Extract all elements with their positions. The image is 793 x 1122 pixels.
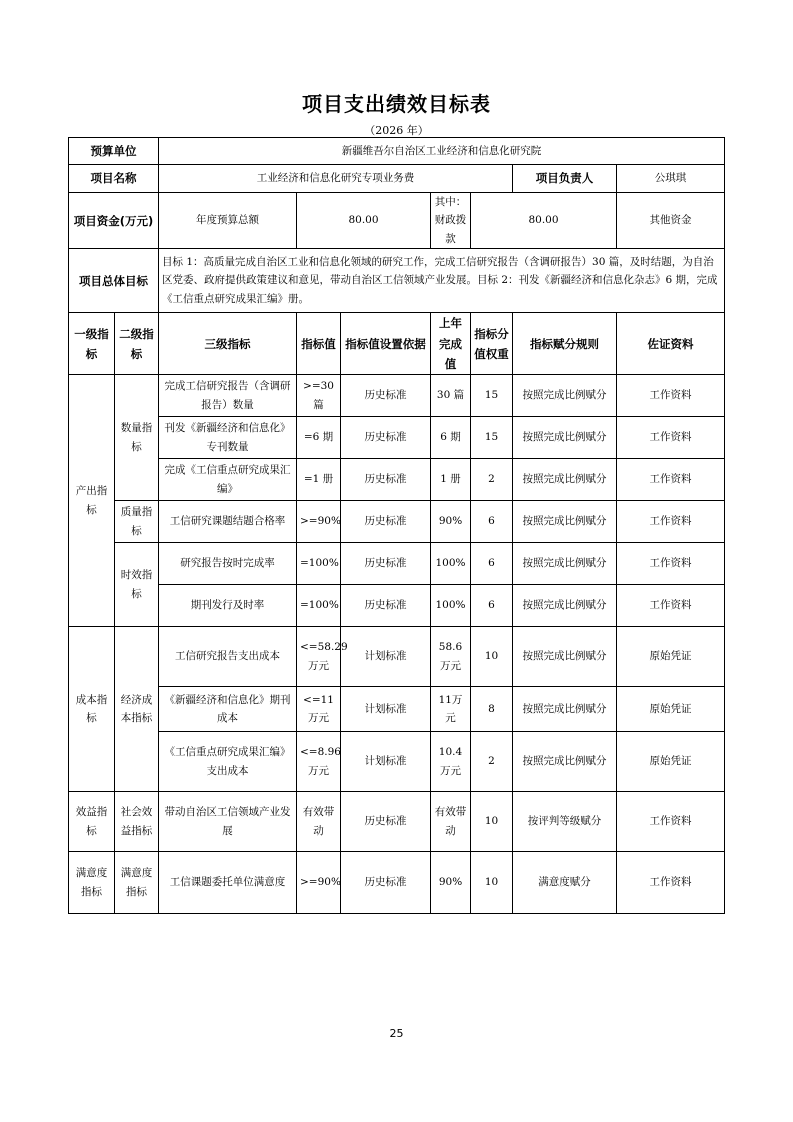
table-row: [69, 417, 725, 459]
indicator-value: >=30篇: [297, 375, 341, 417]
indicator: 期刊发行及时率: [159, 585, 297, 627]
rule: 按照完成比例赋分: [513, 459, 617, 501]
evidence: 工作资料: [617, 501, 725, 543]
budget-unit-label: 预算单位: [69, 138, 159, 165]
table-row: [69, 852, 725, 914]
table-row: [69, 543, 725, 585]
indicator: 完成工信研究报告（含调研报告）数量: [159, 375, 297, 417]
basis: 历史标准: [341, 543, 431, 585]
weight: 15: [471, 417, 513, 459]
level2-economic-cost: 经济成本指标: [115, 627, 159, 792]
rule: 按照完成比例赋分: [513, 375, 617, 417]
rule: 按照完成比例赋分: [513, 543, 617, 585]
last-year: 58.6万元: [431, 627, 471, 687]
rule: 满意度赋分: [513, 852, 617, 914]
col-header: 指标分值权重: [471, 313, 513, 375]
level1-benefit: 效益指标: [69, 792, 115, 852]
project-name-value: 工业经济和信息化研究专项业务费: [159, 165, 513, 193]
weight: 10: [471, 792, 513, 852]
level2-satisfaction: 满意度指标: [115, 852, 159, 914]
level2-quantity: 数量指标: [115, 375, 159, 501]
last-year: 30 篇: [431, 375, 471, 417]
rule: 按照完成比例赋分: [513, 687, 617, 732]
indicator-value: <=8.96万元: [297, 732, 341, 792]
level2-timeliness: 时效指标: [115, 543, 159, 627]
table-row: [69, 375, 725, 417]
evidence: 原始凭证: [617, 687, 725, 732]
indicator-value: >=90%: [297, 852, 341, 914]
overall-goal-label: 项目总体目标: [69, 249, 159, 313]
basis: 历史标准: [341, 417, 431, 459]
table-row: [69, 501, 725, 543]
evidence: 工作资料: [617, 543, 725, 585]
project-lead-value: 公琪琪: [617, 165, 725, 193]
col-header: 一级指标: [69, 313, 115, 375]
indicator-value: =100%: [297, 543, 341, 585]
last-year: 10.4万元: [431, 732, 471, 792]
last-year: 100%: [431, 543, 471, 585]
indicator-value: <=58.29万元: [297, 627, 341, 687]
table-row: [69, 732, 725, 792]
basis: 历史标准: [341, 852, 431, 914]
indicator-value: >=90%: [297, 501, 341, 543]
basis: 历史标准: [341, 501, 431, 543]
rule: 按照完成比例赋分: [513, 627, 617, 687]
overall-goal-text: 目标 1：高质量完成自治区工业和信息化领域的研究工作，完成工信研究报告（含调研报告）30 篇，及时结题，为自治区党委、政府提供政策建议和意见，带动自治区工信领域产业发展。目标 2：刊发《新疆经济和信息化杂志》6 期，完成《工信重点研究成果汇编》册。: [159, 249, 725, 313]
basis: 历史标准: [341, 792, 431, 852]
level2-social-benefit: 社会效益指标: [115, 792, 159, 852]
basis: 历史标准: [341, 459, 431, 501]
year-label: （2026 年）: [364, 124, 429, 137]
weight: 10: [471, 627, 513, 687]
indicator-value: =6 期: [297, 417, 341, 459]
evidence: 工作资料: [617, 459, 725, 501]
weight: 2: [471, 459, 513, 501]
weight: 15: [471, 375, 513, 417]
indicator: 《工信重点研究成果汇编》支出成本: [159, 732, 297, 792]
evidence: 工作资料: [617, 375, 725, 417]
indicator: 工信研究课题结题合格率: [159, 501, 297, 543]
weight: 2: [471, 732, 513, 792]
fiscal-label: 其中：财政拨款: [431, 193, 471, 249]
table-row: [69, 459, 725, 501]
level2-quality: 质量指标: [115, 501, 159, 543]
indicator: 工信课题委托单位满意度: [159, 852, 297, 914]
col-header: 指标赋分规则: [513, 313, 617, 375]
indicator-value: <=11万元: [297, 687, 341, 732]
evidence: 工作资料: [617, 417, 725, 459]
level1-output: 产出指标: [69, 375, 115, 627]
basis: 计划标准: [341, 687, 431, 732]
last-year: 11万元: [431, 687, 471, 732]
basis: 历史标准: [341, 585, 431, 627]
funds-label: 项目资金(万元): [69, 193, 159, 249]
last-year: 6 期: [431, 417, 471, 459]
indicator-value: =1 册: [297, 459, 341, 501]
evidence: 原始凭证: [617, 627, 725, 687]
indicator-value: =100%: [297, 585, 341, 627]
rule: 按照完成比例赋分: [513, 501, 617, 543]
indicator: 《新疆经济和信息化》期刊成本: [159, 687, 297, 732]
basis: 计划标准: [341, 732, 431, 792]
col-header: 上年完成值: [431, 313, 471, 375]
rule: 按评判等级赋分: [513, 792, 617, 852]
table-row: [69, 687, 725, 732]
col-header: 二级指标: [115, 313, 159, 375]
weight: 8: [471, 687, 513, 732]
last-year: 1 册: [431, 459, 471, 501]
evidence: 工作资料: [617, 792, 725, 852]
table-row: [69, 585, 725, 627]
annual-budget-value: 80.00: [297, 193, 431, 249]
evidence: 工作资料: [617, 852, 725, 914]
annual-budget-label: 年度预算总额: [159, 193, 297, 249]
indicator: 完成《工信重点研究成果汇编》: [159, 459, 297, 501]
indicator-value: 有效带动: [297, 792, 341, 852]
weight: 6: [471, 585, 513, 627]
rule: 按照完成比例赋分: [513, 417, 617, 459]
performance-table: [68, 137, 725, 914]
last-year: 100%: [431, 585, 471, 627]
col-header: 指标值设置依据: [341, 313, 431, 375]
last-year: 90%: [431, 501, 471, 543]
project-name-label: 项目名称: [69, 165, 159, 193]
indicator: 研究报告按时完成率: [159, 543, 297, 585]
other-funds-label: 其他资金: [617, 193, 725, 249]
rule: 按照完成比例赋分: [513, 732, 617, 792]
level1-satisfaction: 满意度指标: [69, 852, 115, 914]
table-row: [69, 627, 725, 687]
indicator: 带动自治区工信领域产业发展: [159, 792, 297, 852]
indicator: 工信研究报告支出成本: [159, 627, 297, 687]
page-title: 项目支出绩效目标表: [302, 92, 491, 116]
col-header: 佐证资料: [617, 313, 725, 375]
basis: 计划标准: [341, 627, 431, 687]
budget-unit-value: 新疆维吾尔自治区工业经济和信息化研究院: [159, 138, 725, 165]
indicator: 刊发《新疆经济和信息化》专刊数量: [159, 417, 297, 459]
col-header: 指标值: [297, 313, 341, 375]
col-header: 三级指标: [159, 313, 297, 375]
evidence: 原始凭证: [617, 732, 725, 792]
page-number: 25: [389, 1027, 404, 1040]
fiscal-value: 80.00: [471, 193, 617, 249]
last-year: 有效带动: [431, 792, 471, 852]
project-lead-label: 项目负责人: [513, 165, 617, 193]
basis: 历史标准: [341, 375, 431, 417]
rule: 按照完成比例赋分: [513, 585, 617, 627]
last-year: 90%: [431, 852, 471, 914]
weight: 10: [471, 852, 513, 914]
level1-cost: 成本指标: [69, 627, 115, 792]
evidence: 工作资料: [617, 585, 725, 627]
table-row: [69, 792, 725, 852]
weight: 6: [471, 543, 513, 585]
weight: 6: [471, 501, 513, 543]
